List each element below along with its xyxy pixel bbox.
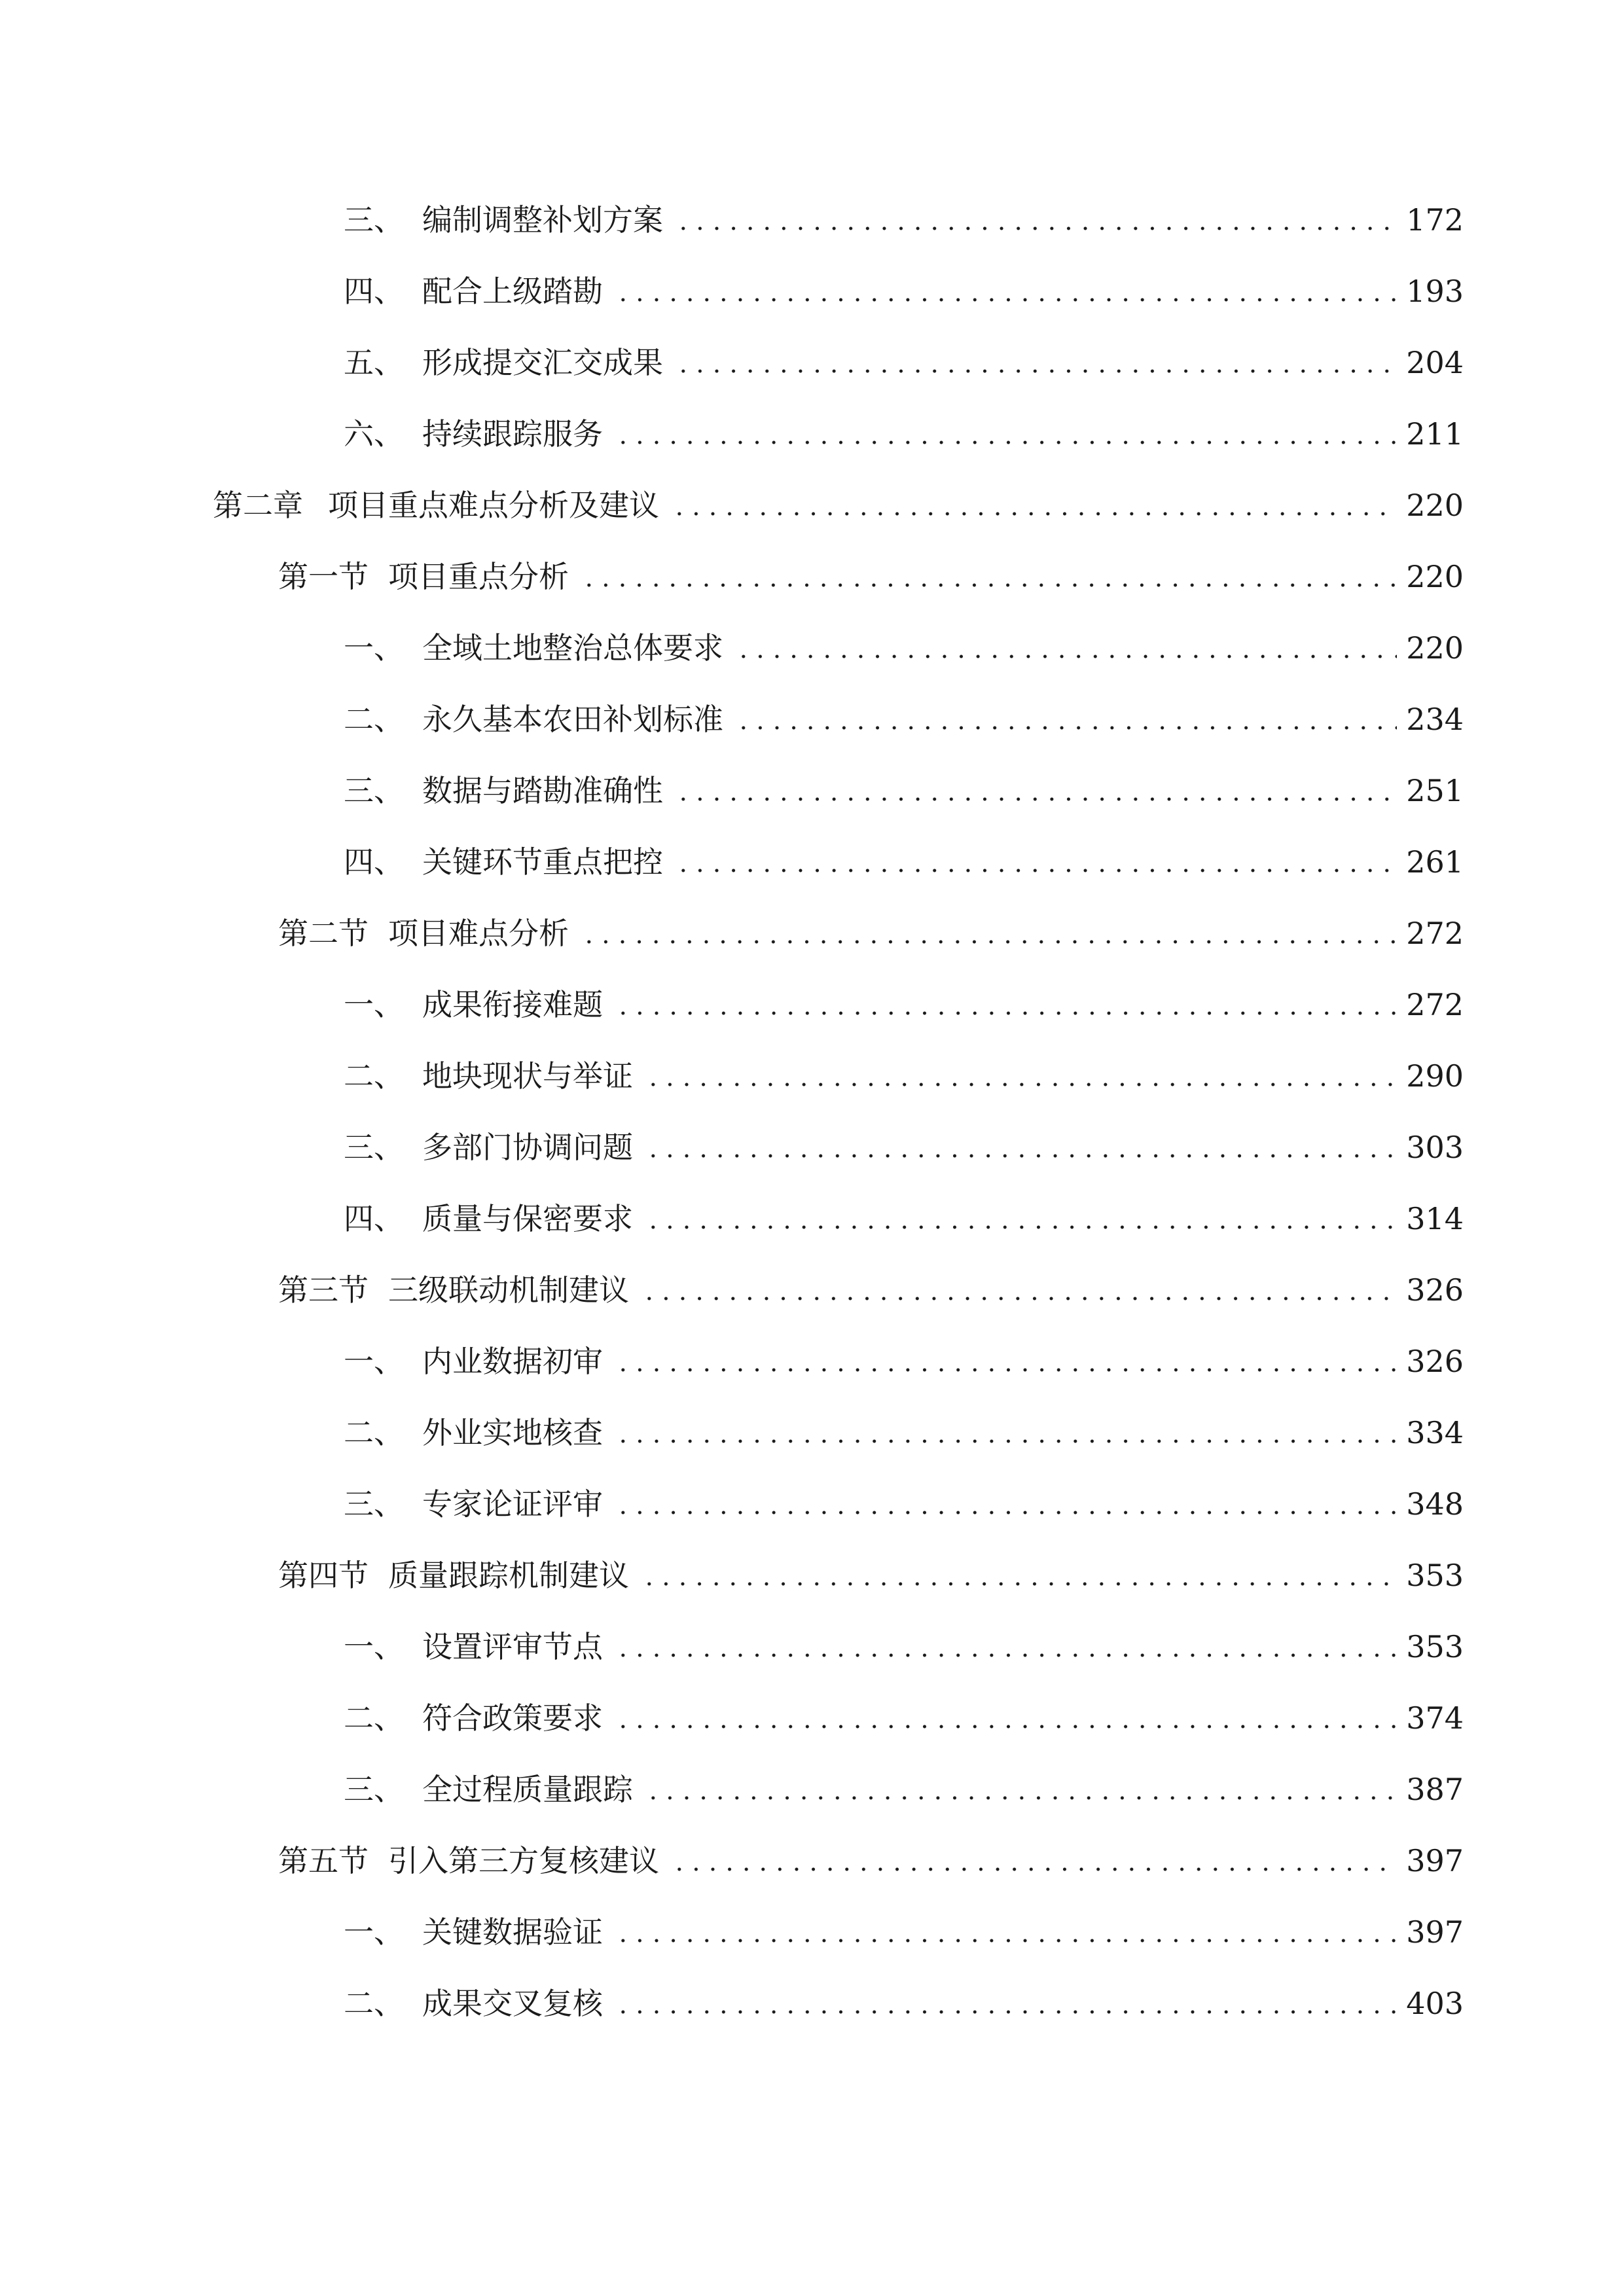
toc-entry-page: 403	[1406, 1986, 1464, 2021]
toc-entry-number: 第一节	[278, 559, 369, 594]
toc-entry[interactable]	[0, 978, 1624, 1031]
toc-entry[interactable]	[0, 622, 1624, 674]
toc-entry-title: 项目重点难点分析及建议	[328, 488, 659, 523]
toc-entry-number: 第四节	[278, 1558, 369, 1593]
toc-entry[interactable]	[0, 1763, 1624, 1816]
toc-entry-title: 符合政策要求	[422, 1700, 603, 1736]
toc-entry-number: 第二章	[213, 488, 303, 523]
toc-entry-page: 261	[1406, 844, 1464, 880]
toc-entry-number: 三、	[344, 773, 404, 808]
toc-entry-page: 204	[1406, 345, 1464, 380]
toc-entry[interactable]	[0, 336, 1624, 389]
toc-entry-number: 三、	[344, 202, 404, 238]
toc-entry-title: 多部门协调问题	[422, 1130, 633, 1165]
toc-entry-page: 353	[1406, 1629, 1464, 1664]
toc-entry-number: 第五节	[278, 1843, 369, 1878]
toc-entry-title: 三级联动机制建议	[388, 1272, 629, 1308]
dot-leader	[612, 1407, 1397, 1459]
toc-entry[interactable]	[0, 764, 1624, 817]
dot-leader	[672, 336, 1397, 389]
toc-entry[interactable]	[0, 408, 1624, 460]
toc-entry-number: 一、	[344, 1629, 404, 1664]
dot-leader	[612, 1478, 1397, 1530]
dot-leader	[732, 622, 1397, 674]
dot-leader	[672, 764, 1397, 817]
toc-entry-number: 六、	[344, 416, 404, 452]
toc-entry-page: 397	[1406, 1914, 1464, 1950]
toc-entry-number: 三、	[344, 1130, 404, 1165]
toc-entry-title: 成果交叉复核	[422, 1986, 603, 2021]
toc-entry[interactable]	[0, 1478, 1624, 1530]
toc-entry-page: 326	[1406, 1344, 1464, 1379]
toc-entry-title: 数据与踏勘准确性	[422, 773, 663, 808]
toc-entry[interactable]	[0, 693, 1624, 745]
dot-leader	[668, 1835, 1397, 1887]
toc-entry-page: 172	[1406, 202, 1464, 238]
toc-entry-number: 一、	[344, 630, 404, 666]
dot-leader	[612, 978, 1397, 1031]
toc-entry-page: 220	[1406, 488, 1464, 523]
toc-entry-title: 设置评审节点	[422, 1629, 603, 1664]
toc-entry-title: 引入第三方复核建议	[388, 1843, 659, 1878]
toc-entry-number: 一、	[344, 987, 404, 1022]
toc-entry-page: 193	[1406, 274, 1464, 309]
toc-entry[interactable]	[0, 1977, 1624, 2030]
toc-entry-page: 220	[1406, 559, 1464, 594]
dot-leader	[578, 550, 1397, 603]
toc-entry-title: 质量跟踪机制建议	[388, 1558, 629, 1593]
toc-entry-title: 全域土地整治总体要求	[422, 630, 723, 666]
toc-entry-page: 290	[1406, 1058, 1464, 1094]
toc-entry[interactable]	[0, 1121, 1624, 1174]
toc-entry-number: 五、	[344, 345, 404, 380]
dot-leader	[638, 1549, 1397, 1602]
toc-entry-number: 二、	[344, 702, 404, 737]
toc-entry-number: 一、	[344, 1344, 404, 1379]
toc-entry-page: 211	[1406, 416, 1464, 452]
toc-entry-page: 387	[1406, 1772, 1464, 1807]
toc-entry-title: 内业数据初审	[422, 1344, 603, 1379]
toc-entry[interactable]	[0, 1335, 1624, 1388]
toc-section-entry[interactable]	[0, 1835, 1624, 1887]
toc-entry-page: 272	[1406, 916, 1464, 951]
dot-leader	[612, 1335, 1397, 1388]
dot-leader	[642, 1121, 1397, 1174]
toc-entry-title: 外业实地核查	[422, 1415, 603, 1450]
toc-entry-title: 持续跟踪服务	[422, 416, 603, 452]
dot-leader	[612, 1692, 1397, 1744]
toc-entry-number: 一、	[344, 1914, 404, 1950]
toc-entry-page: 353	[1406, 1558, 1464, 1593]
toc-section-entry[interactable]	[0, 1549, 1624, 1602]
toc-entry-page: 348	[1406, 1486, 1464, 1522]
toc-entry-number: 四、	[344, 1201, 404, 1236]
toc-entry-page: 374	[1406, 1700, 1464, 1736]
toc-entry-number: 二、	[344, 1986, 404, 2021]
toc-entry-page: 334	[1406, 1415, 1464, 1450]
toc-entry-number: 四、	[344, 274, 404, 309]
toc-entry-number: 三、	[344, 1486, 404, 1522]
toc-entry-title: 全过程质量跟踪	[422, 1772, 633, 1807]
dot-leader	[668, 479, 1397, 531]
toc-entry[interactable]	[0, 1050, 1624, 1102]
toc-entry[interactable]	[0, 1407, 1624, 1459]
toc-entry[interactable]	[0, 1193, 1624, 1245]
dot-leader	[642, 1193, 1397, 1245]
toc-entry[interactable]	[0, 1621, 1624, 1673]
toc-entry-title: 地块现状与举证	[422, 1058, 633, 1094]
toc-entry-title: 项目难点分析	[388, 916, 569, 951]
dot-leader	[732, 693, 1397, 745]
toc-entry-page: 314	[1406, 1201, 1464, 1236]
dot-leader	[672, 194, 1397, 246]
toc-entry[interactable]	[0, 836, 1624, 888]
toc-entry-number: 二、	[344, 1058, 404, 1094]
toc-entry-title: 质量与保密要求	[422, 1201, 633, 1236]
toc-entry-page: 234	[1406, 702, 1464, 737]
toc-entry-page: 220	[1406, 630, 1464, 666]
toc-entry-number: 三、	[344, 1772, 404, 1807]
dot-leader	[612, 408, 1397, 460]
toc-entry-number: 四、	[344, 844, 404, 880]
toc-entry[interactable]	[0, 194, 1624, 246]
toc-entry-title: 编制调整补划方案	[422, 202, 663, 238]
toc-entry-number: 第二节	[278, 916, 369, 951]
toc-section-entry[interactable]	[0, 1264, 1624, 1316]
dot-leader	[642, 1763, 1397, 1816]
dot-leader	[612, 1906, 1397, 1958]
toc-entry-title: 项目重点分析	[388, 559, 569, 594]
toc-entry-page: 326	[1406, 1272, 1464, 1308]
toc-entry-page: 272	[1406, 987, 1464, 1022]
toc-section-entry[interactable]	[0, 907, 1624, 960]
toc-entry-page: 251	[1406, 773, 1464, 808]
dot-leader	[672, 836, 1397, 888]
toc-entry-number: 二、	[344, 1415, 404, 1450]
dot-leader	[638, 1264, 1397, 1316]
toc-entry-title: 配合上级踏勘	[422, 274, 603, 309]
dot-leader	[612, 265, 1397, 317]
toc-entry-page: 303	[1406, 1130, 1464, 1165]
toc-entry-page: 397	[1406, 1843, 1464, 1878]
toc-entry[interactable]	[0, 1692, 1624, 1744]
toc-entry-title: 形成提交汇交成果	[422, 345, 663, 380]
toc-section-entry[interactable]	[0, 550, 1624, 603]
toc-entry-title: 永久基本农田补划标准	[422, 702, 723, 737]
toc-chapter-entry[interactable]	[0, 479, 1624, 531]
dot-leader	[612, 1621, 1397, 1673]
toc-entry-title: 关键数据验证	[422, 1914, 603, 1950]
toc-entry[interactable]	[0, 1906, 1624, 1958]
toc-entry-number: 二、	[344, 1700, 404, 1736]
toc-entry-title: 成果衔接难题	[422, 987, 603, 1022]
dot-leader	[578, 907, 1397, 960]
toc-entry-title: 关键环节重点把控	[422, 844, 663, 880]
dot-leader	[612, 1977, 1397, 2030]
toc-entry[interactable]	[0, 265, 1624, 317]
toc-entry-number: 第三节	[278, 1272, 369, 1308]
dot-leader	[642, 1050, 1397, 1102]
toc-entry-title: 专家论证评审	[422, 1486, 603, 1522]
